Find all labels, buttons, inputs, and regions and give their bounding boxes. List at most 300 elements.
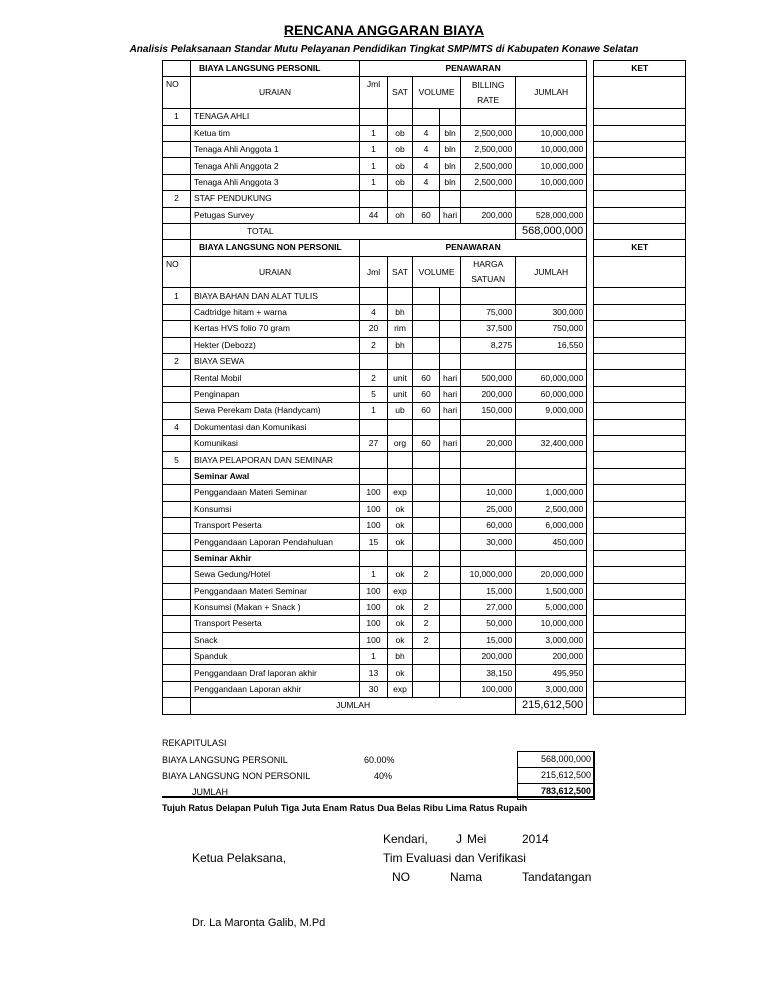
row-ket <box>594 125 686 141</box>
row-vol: 4 <box>413 158 440 174</box>
ket-heading: KET <box>594 240 686 256</box>
row-rate: 27,000 <box>461 599 516 615</box>
row-vol <box>413 485 440 501</box>
table-row <box>163 452 686 468</box>
row-rate: 10,000 <box>461 485 516 501</box>
row-ket <box>594 109 686 125</box>
gap-cell <box>587 61 594 77</box>
row-unit: hari <box>440 207 461 223</box>
table-row <box>163 288 686 304</box>
row-jml: 1 <box>360 141 388 157</box>
row-desc: BIAYA PELAPORAN DAN SEMINAR <box>191 452 360 468</box>
row-ket <box>594 517 686 533</box>
table-row <box>163 386 686 402</box>
table-row <box>163 370 686 386</box>
row-ket <box>594 191 686 207</box>
blank-cell <box>163 240 191 256</box>
row-jml: 4 <box>360 304 388 320</box>
row-vol <box>413 501 440 517</box>
row-vol: 2 <box>413 599 440 615</box>
row-rate: 50,000 <box>461 616 516 632</box>
offer-heading: PENAWARAN <box>360 240 587 256</box>
row-ket <box>594 534 686 550</box>
row-total: 60,000,000 <box>516 386 587 402</box>
section-heading-row <box>163 240 686 256</box>
row-sat: ok <box>388 517 413 533</box>
col-no: NO <box>163 256 191 288</box>
row-jml: 100 <box>360 616 388 632</box>
table-row <box>163 419 686 435</box>
row-desc: Snack <box>191 632 360 648</box>
recap-values-box <box>517 751 595 800</box>
col-volume: VOLUME <box>413 256 461 288</box>
gap-cell <box>587 534 594 550</box>
row-no <box>163 534 191 550</box>
row-no <box>163 321 191 337</box>
row-desc: Seminar Akhir <box>191 550 360 566</box>
col-ket <box>594 256 686 288</box>
col-jml: Jml <box>360 77 388 109</box>
row-no <box>163 485 191 501</box>
row-ket <box>594 304 686 320</box>
row-ket <box>594 419 686 435</box>
row-no <box>163 435 191 451</box>
row-desc: BIAYA BAHAN DAN ALAT TULIS <box>191 288 360 304</box>
gap-cell <box>587 698 594 714</box>
table-row <box>163 501 686 517</box>
row-unit <box>440 681 461 697</box>
section-heading-row <box>163 61 686 77</box>
row-jml: 20 <box>360 321 388 337</box>
row-sat <box>388 288 413 304</box>
row-desc: Cadtridge hitam + warna <box>191 304 360 320</box>
row-vol <box>413 452 440 468</box>
gap-cell <box>587 419 594 435</box>
col-no: NO <box>392 870 410 884</box>
row-unit: bln <box>440 174 461 190</box>
row-sat: ok <box>388 616 413 632</box>
row-ket <box>594 632 686 648</box>
row-ket <box>594 501 686 517</box>
row-ket <box>594 174 686 190</box>
row-vol: 4 <box>413 125 440 141</box>
row-desc: Petugas Survey <box>191 207 360 223</box>
row-vol <box>413 337 440 353</box>
row-jml: 100 <box>360 583 388 599</box>
sign-place: Kendari, <box>383 832 428 846</box>
section-heading: BIAYA LANGSUNG PERSONIL <box>191 61 360 77</box>
row-vol <box>413 321 440 337</box>
row-rate: 150,000 <box>461 403 516 419</box>
row-sat <box>388 419 413 435</box>
row-unit <box>440 583 461 599</box>
row-total: 3,000,000 <box>516 681 587 697</box>
row-total <box>516 288 587 304</box>
row-jml: 1 <box>360 649 388 665</box>
gap-cell <box>587 386 594 402</box>
row-rate <box>461 468 516 484</box>
gap-cell <box>587 583 594 599</box>
row-rate: 38,150 <box>461 665 516 681</box>
row-total: 20,000,000 <box>516 567 587 583</box>
row-jml: 100 <box>360 501 388 517</box>
row-jml: 2 <box>360 370 388 386</box>
gap-cell <box>587 567 594 583</box>
row-no: 1 <box>163 109 191 125</box>
row-jml: 1 <box>360 158 388 174</box>
row-unit <box>440 616 461 632</box>
row-jml: 15 <box>360 534 388 550</box>
row-sat: exp <box>388 485 413 501</box>
row-no: 5 <box>163 452 191 468</box>
column-header-row <box>163 77 686 93</box>
table-row <box>163 141 686 157</box>
sign-day: J <box>456 832 462 846</box>
row-desc: Penggandaan Draf laporan akhir <box>191 665 360 681</box>
gap-cell <box>587 435 594 451</box>
row-rate: 200,000 <box>461 649 516 665</box>
row-no <box>163 517 191 533</box>
row-rate: 25,000 <box>461 501 516 517</box>
row-desc: Sewa Gedung/Hotel <box>191 567 360 583</box>
gap-cell <box>587 321 594 337</box>
table-row <box>163 517 686 533</box>
row-sat: org <box>388 435 413 451</box>
col-uraian: URAIAN <box>191 256 360 288</box>
row-total: 3,000,000 <box>516 632 587 648</box>
row-unit <box>440 109 461 125</box>
row-desc: Tenaga Ahli Anggota 3 <box>191 174 360 190</box>
row-unit <box>440 321 461 337</box>
table-row <box>163 191 686 207</box>
col-jumlah: JUMLAH <box>516 256 587 288</box>
row-no <box>163 665 191 681</box>
row-vol <box>413 419 440 435</box>
row-jml <box>360 468 388 484</box>
row-total: 2,500,000 <box>516 501 587 517</box>
row-total: 9,000,000 <box>516 403 587 419</box>
row-total: 10,000,000 <box>516 616 587 632</box>
row-no <box>163 681 191 697</box>
recap-personil-value: 568,000,000 <box>518 752 593 768</box>
gap-cell <box>587 158 594 174</box>
row-sat <box>388 191 413 207</box>
row-no <box>163 207 191 223</box>
row-desc: Konsumsi <box>191 501 360 517</box>
recap-personil-label: BIAYA LANGSUNG PERSONIL <box>162 755 288 765</box>
row-jml: 1 <box>360 125 388 141</box>
row-ket <box>594 452 686 468</box>
recap-total-value: 783,612,500 <box>540 786 591 796</box>
gap-cell <box>587 141 594 157</box>
row-jml: 1 <box>360 174 388 190</box>
row-desc: Penggandaan Laporan Pendahuluan <box>191 534 360 550</box>
row-sat: unit <box>388 370 413 386</box>
row-total: 10,000,000 <box>516 158 587 174</box>
row-jml <box>360 354 388 370</box>
row-no <box>163 386 191 402</box>
row-unit <box>440 632 461 648</box>
page-subtitle: Analisis Pelaksanaan Standar Mutu Pelayanan Pendidikan Tingkat SMP/MTS di Kabupaten Konawe Selatan <box>129 44 639 55</box>
row-vol <box>413 354 440 370</box>
row-vol <box>413 191 440 207</box>
row-unit <box>440 501 461 517</box>
table-row <box>163 616 686 632</box>
sign-year: 2014 <box>522 832 549 846</box>
row-vol <box>413 665 440 681</box>
column-header-row <box>163 256 686 272</box>
gap-cell <box>587 109 594 125</box>
table-row <box>163 649 686 665</box>
gap-cell <box>587 223 594 239</box>
chair-title: Ketua Pelaksana, <box>192 851 287 865</box>
gap-cell <box>587 681 594 697</box>
gap-cell <box>587 191 594 207</box>
row-vol: 60 <box>413 370 440 386</box>
row-desc: Penggandaan Materi Seminar <box>191 485 360 501</box>
row-no <box>163 141 191 157</box>
row-sat: ok <box>388 534 413 550</box>
row-total: 16,550 <box>516 337 587 353</box>
row-no <box>163 468 191 484</box>
total-value: 568,000,000 <box>516 223 587 239</box>
row-jml <box>360 550 388 566</box>
gap-cell <box>587 599 594 615</box>
row-vol: 4 <box>413 174 440 190</box>
gap-cell <box>587 468 594 484</box>
row-ket <box>594 403 686 419</box>
row-desc: Sewa Perekam Data (Handycam) <box>191 403 360 419</box>
row-ket <box>594 321 686 337</box>
row-unit <box>440 567 461 583</box>
row-unit: hari <box>440 370 461 386</box>
row-rate: 500,000 <box>461 370 516 386</box>
row-rate <box>461 288 516 304</box>
row-ket <box>594 370 686 386</box>
row-unit: bln <box>440 125 461 141</box>
row-desc: Tenaga Ahli Anggota 2 <box>191 158 360 174</box>
row-total: 10,000,000 <box>516 174 587 190</box>
row-desc: Transport Peserta <box>191 616 360 632</box>
row-rate: 100,000 <box>461 681 516 697</box>
row-jml: 13 <box>360 665 388 681</box>
row-desc: BIAYA SEWA <box>191 354 360 370</box>
row-total: 5,000,000 <box>516 599 587 615</box>
row-no: 4 <box>163 419 191 435</box>
budget-table <box>162 60 686 715</box>
table-row <box>163 337 686 353</box>
gap-cell <box>587 501 594 517</box>
row-total: 10,000,000 <box>516 125 587 141</box>
row-sat: bh <box>388 304 413 320</box>
gap-cell <box>587 665 594 681</box>
row-desc: Rental Mobil <box>191 370 360 386</box>
total-label: JUMLAH <box>191 698 516 714</box>
row-ket <box>594 435 686 451</box>
row-ket <box>594 616 686 632</box>
row-no <box>163 550 191 566</box>
row-ket <box>594 649 686 665</box>
row-total <box>516 354 587 370</box>
gap-cell <box>587 550 594 566</box>
blank-cell <box>163 61 191 77</box>
row-sat <box>388 468 413 484</box>
gap-cell <box>587 288 594 304</box>
row-jml: 100 <box>360 485 388 501</box>
row-desc: Seminar Awal <box>191 468 360 484</box>
row-desc: Spanduk <box>191 649 360 665</box>
row-unit <box>440 304 461 320</box>
row-vol <box>413 649 440 665</box>
table-row <box>163 207 686 223</box>
gap-cell <box>587 485 594 501</box>
table-row <box>163 665 686 681</box>
page-title: RENCANA ANGGARAN BIAYA <box>283 22 485 38</box>
table-row <box>163 567 686 583</box>
row-jml: 100 <box>360 599 388 615</box>
row-no <box>163 632 191 648</box>
recap-rule <box>162 796 594 798</box>
row-unit <box>440 354 461 370</box>
row-vol <box>413 550 440 566</box>
row-unit <box>440 419 461 435</box>
row-sat <box>388 452 413 468</box>
col-uraian: URAIAN <box>191 77 360 109</box>
gap-cell <box>587 256 594 288</box>
row-rate: 20,000 <box>461 435 516 451</box>
row-desc: Penginapan <box>191 386 360 402</box>
section-heading: BIAYA LANGSUNG NON PERSONIL <box>191 240 360 256</box>
row-unit: hari <box>440 386 461 402</box>
row-total <box>516 452 587 468</box>
row-sat: ok <box>388 665 413 681</box>
col-rate-bottom: RATE <box>461 93 516 109</box>
row-vol <box>413 109 440 125</box>
gap-cell <box>587 304 594 320</box>
row-vol <box>413 681 440 697</box>
col-sign: Tandatangan <box>522 870 592 884</box>
recap-personil-pct: 60.00% <box>364 755 395 765</box>
row-rate: 8,275 <box>461 337 516 353</box>
row-rate: 2,500,000 <box>461 158 516 174</box>
row-jml: 2 <box>360 337 388 353</box>
row-sat: oh <box>388 207 413 223</box>
row-unit: hari <box>440 403 461 419</box>
total-value: 215,612,500 <box>516 698 587 714</box>
row-jml: 1 <box>360 567 388 583</box>
row-vol: 60 <box>413 435 440 451</box>
row-no: 2 <box>163 191 191 207</box>
row-no <box>163 304 191 320</box>
row-desc: Penggandaan Materi Seminar <box>191 583 360 599</box>
table-row <box>163 354 686 370</box>
row-no <box>163 649 191 665</box>
row-rate <box>461 191 516 207</box>
row-no <box>163 370 191 386</box>
row-no <box>163 567 191 583</box>
row-sat <box>388 550 413 566</box>
row-no <box>163 158 191 174</box>
row-rate: 2,500,000 <box>461 174 516 190</box>
table-row <box>163 158 686 174</box>
row-no <box>163 599 191 615</box>
row-no <box>163 403 191 419</box>
row-vol <box>413 583 440 599</box>
row-unit <box>440 288 461 304</box>
gap-cell <box>587 452 594 468</box>
table-row <box>163 599 686 615</box>
row-vol: 60 <box>413 386 440 402</box>
gap-cell <box>587 632 594 648</box>
row-jml <box>360 419 388 435</box>
row-sat: ok <box>388 567 413 583</box>
total-label: TOTAL <box>191 223 516 239</box>
row-ket <box>594 468 686 484</box>
row-ket <box>594 485 686 501</box>
row-ket <box>594 550 686 566</box>
row-ket <box>594 599 686 615</box>
row-vol: 2 <box>413 567 440 583</box>
recap-nonpersonil-value: 215,612,500 <box>518 768 593 784</box>
row-rate: 30,000 <box>461 534 516 550</box>
row-sat: bh <box>388 649 413 665</box>
row-rate <box>461 354 516 370</box>
row-sat: ok <box>388 632 413 648</box>
row-no: 1 <box>163 288 191 304</box>
blank-cell <box>163 223 191 239</box>
row-jml: 27 <box>360 435 388 451</box>
gap-cell <box>587 337 594 353</box>
row-unit <box>440 452 461 468</box>
gap-cell <box>587 174 594 190</box>
gap-cell <box>587 403 594 419</box>
row-ket <box>594 354 686 370</box>
row-total: 1,500,000 <box>516 583 587 599</box>
row-sat: ub <box>388 403 413 419</box>
row-no <box>163 583 191 599</box>
col-rate-top: BILLING <box>461 77 516 93</box>
gap-cell <box>587 370 594 386</box>
row-ket <box>594 207 686 223</box>
row-sat: unit <box>388 386 413 402</box>
row-total <box>516 419 587 435</box>
col-rate-top: HARGA <box>461 256 516 272</box>
row-desc: Transport Peserta <box>191 517 360 533</box>
row-desc: Komunikasi <box>191 435 360 451</box>
row-no <box>163 616 191 632</box>
row-total: 1,000,000 <box>516 485 587 501</box>
row-desc: Hekter (Debozz) <box>191 337 360 353</box>
row-unit <box>440 517 461 533</box>
row-jml <box>360 109 388 125</box>
row-sat: ok <box>388 501 413 517</box>
row-unit <box>440 468 461 484</box>
blank-cell <box>594 698 686 714</box>
row-desc: Ketua tim <box>191 125 360 141</box>
row-sat <box>388 354 413 370</box>
row-sat: ob <box>388 174 413 190</box>
blank-cell <box>594 223 686 239</box>
row-desc: Dokumentasi dan Komunikasi <box>191 419 360 435</box>
gap-cell <box>587 616 594 632</box>
row-desc: STAF PENDUKUNG <box>191 191 360 207</box>
gap-cell <box>587 125 594 141</box>
table-row <box>163 435 686 451</box>
row-vol: 60 <box>413 207 440 223</box>
gap-cell <box>587 207 594 223</box>
row-vol <box>413 304 440 320</box>
row-ket <box>594 141 686 157</box>
